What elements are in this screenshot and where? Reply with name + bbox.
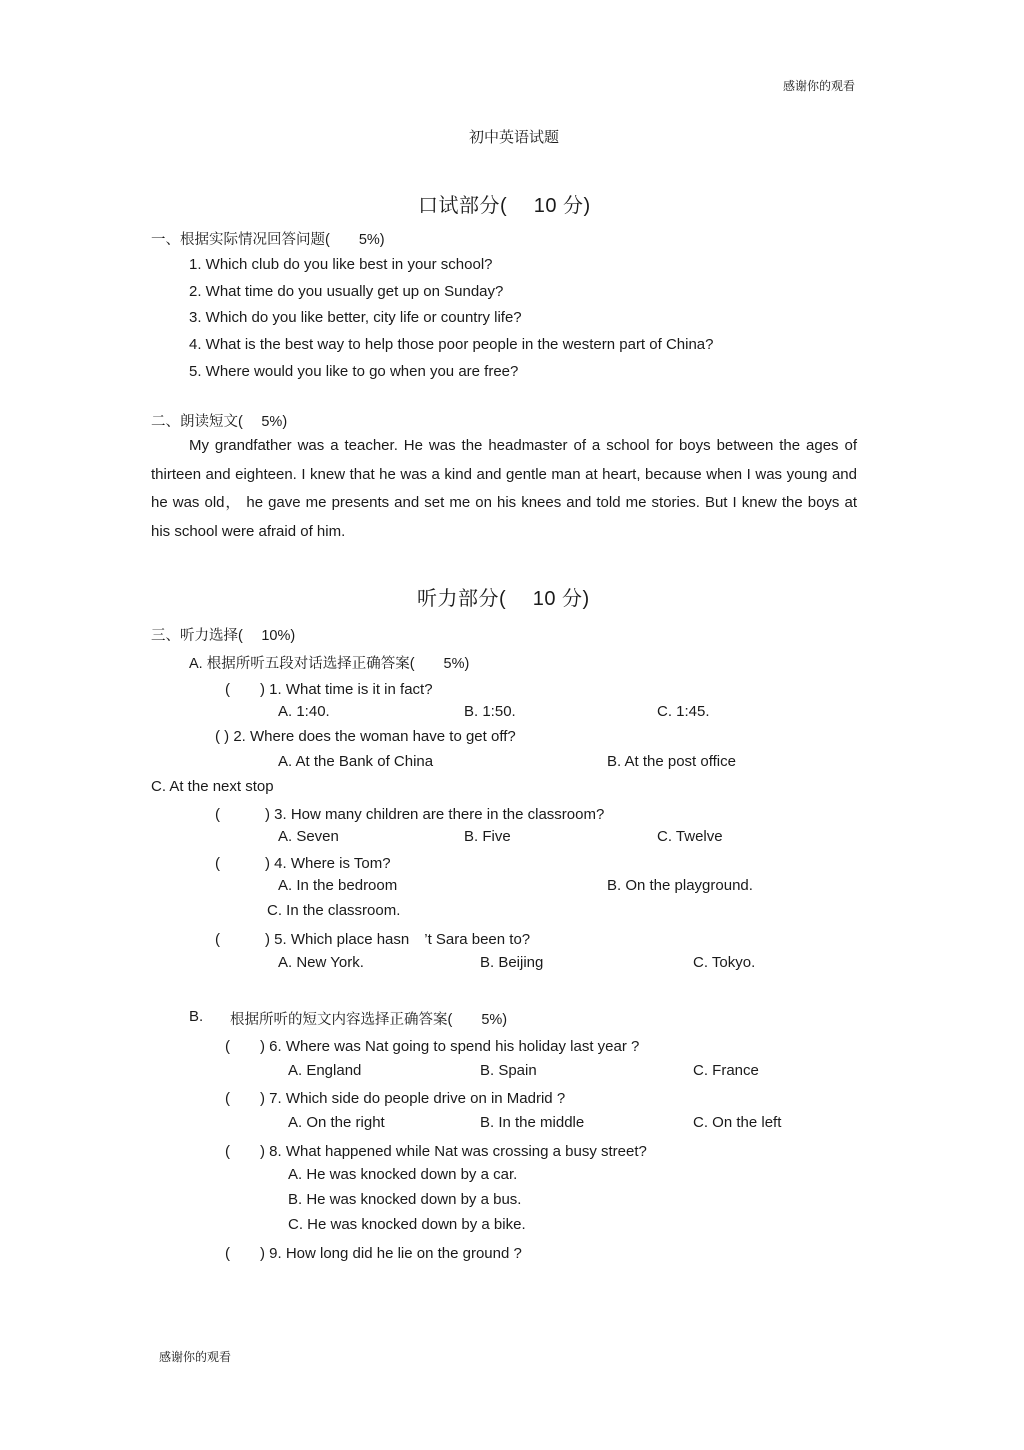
- q6-option-c: C. France: [693, 1062, 759, 1079]
- q6-option-a: A. England: [288, 1062, 362, 1079]
- q8-option-c: C. He was knocked down by a bike.: [288, 1216, 526, 1233]
- question-9: ( ) 9. How long did he lie on the ground ?: [225, 1245, 522, 1262]
- question-3: ( ) 3. How many children are there in the classroom?: [215, 806, 605, 823]
- q5-option-b: B. Beijing: [480, 954, 544, 971]
- q2-option-b: B. At the post office: [607, 753, 736, 770]
- question-1: ( ) 1. What time is it in fact?: [225, 681, 433, 698]
- reading-passage: My grandfather was a teacher. He was the headmaster of a school for boys between the ages of thirteen and eighteen. I knew that he was a kind and gentle man at heart, because when I was young and he was old， he gave me presents and set me on his knees and told me stories. But I knew the boys at his school were afraid of him.: [151, 437, 857, 540]
- part3-heading: 三、听力选择( 10%): [151, 628, 296, 644]
- document-title: 初中英语试题: [469, 129, 560, 146]
- question-5: ( ) 5. Which place hasn ’t Sara been to?: [215, 931, 531, 948]
- oral-question-4: 4. What is the best way to help those poor people in the western part of China?: [189, 336, 714, 353]
- q1-option-c: C. 1:45.: [657, 703, 710, 720]
- section-b-label: B.: [189, 1008, 204, 1025]
- q3-option-a: A. Seven: [278, 828, 339, 845]
- page-header: 感谢你的观看: [783, 79, 856, 93]
- q5-option-c: C. Tokyo.: [693, 954, 756, 971]
- q5-option-a: A. New York.: [278, 954, 364, 971]
- q1-option-b: B. 1:50.: [464, 703, 516, 720]
- page-footer: 感谢你的观看: [159, 1350, 232, 1364]
- question-6: ( ) 6. Where was Nat going to spend his holiday last year ?: [225, 1038, 640, 1055]
- oral-question-2: 2. What time do you usually get up on Sunday?: [189, 283, 504, 300]
- oral-question-1: 1. Which club do you like best in your school?: [189, 256, 493, 273]
- section-b-heading: 根据所听的短文内容选择正确答案( 5%): [230, 1012, 508, 1028]
- q6-option-b: B. Spain: [480, 1062, 537, 1079]
- q4-option-c: C. In the classroom.: [267, 902, 401, 919]
- oral-question-3: 3. Which do you like better, city life or country life?: [189, 309, 522, 326]
- question-2: ( ) 2. Where does the woman have to get off?: [215, 728, 516, 745]
- part2-heading: 二、朗读短文( 5%): [151, 414, 288, 430]
- q2-option-a: A. At the Bank of China: [278, 753, 434, 770]
- q7-option-a: A. On the right: [288, 1114, 385, 1131]
- q3-option-c: C. Twelve: [657, 828, 723, 845]
- part1-heading: 一、根据实际情况回答问题( 5%): [151, 232, 385, 248]
- question-4: ( ) 4. Where is Tom?: [215, 855, 391, 872]
- q8-option-b: B. He was knocked down by a bus.: [288, 1191, 522, 1208]
- listening-section-title: 听力部分( 10 分): [417, 588, 590, 610]
- q7-option-b: B. In the middle: [480, 1114, 585, 1131]
- oral-question-5: 5. Where would you like to go when you are free?: [189, 363, 519, 380]
- oral-section-title: 口试部分( 10 分): [418, 195, 591, 217]
- q4-option-b: B. On the playground.: [607, 877, 753, 894]
- q2-option-c: C. At the next stop: [151, 778, 274, 795]
- q4-option-a: A. In the bedroom: [278, 877, 398, 894]
- question-7: ( ) 7. Which side do people drive on in Madrid ?: [225, 1090, 566, 1107]
- q7-option-c: C. On the left: [693, 1114, 782, 1131]
- q1-option-a: A. 1:40.: [278, 703, 330, 720]
- q3-option-b: B. Five: [464, 828, 511, 845]
- section-a-heading: A. 根据所听五段对话选择正确答案( 5%): [189, 656, 470, 672]
- q8-option-a: A. He was knocked down by a car.: [288, 1166, 518, 1183]
- question-8: ( ) 8. What happened while Nat was crossing a busy street?: [225, 1143, 647, 1160]
